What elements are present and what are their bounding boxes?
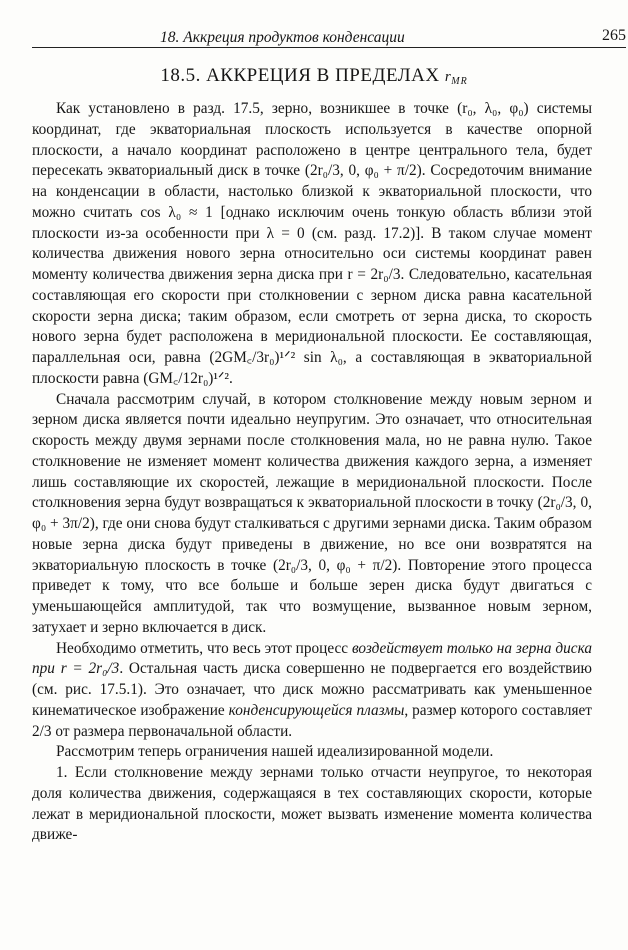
paragraph-3-emphasis-2: конденсирующейся плазмы bbox=[228, 701, 405, 719]
header-rule bbox=[32, 47, 626, 48]
paragraph-1: Как установлено в разд. 17.5, зерно, возникшее в точке (r₀, λ₀, φ₀) системы координат, где экваториальная плоскость используется в качестве опорной плоскости, а начало координат расположено в центре центрального тела, будет пересекать экваториальный диск в точке (2r₀/3, 0, φ₀ + π/2). Сосредоточим внимание на конденсации в области, настолько близкой к экваториальной плоскости, что можно считать cos λ₀ ≈ 1 [однако исключим очень тонкую область вблизи этой плоскости из-за особенности при λ = 0 (см. разд. 17.2)]. В таком случае момент количества движения нового зерна относительно оси системы координат равен моменту количества движения зерна диска при r = 2r₀/3. Следовательно, касательная составляющая его скорости при столкновении с зерном диска равна касательной скорости зерна диска; таким образом, если смотреть от зерна диска, то скорость нового зерна будет расположена в меридиональной плоскости. Ее составляющая, параллельная оси, равна (2GM꜀/3r₀)¹ᐟ² sin λ₀, а составляющая в экваториальной плоскости равна (GM꜀/12r₀)¹ᐟ². bbox=[32, 100, 592, 387]
running-title: 18. Аккреция продуктов конденсации bbox=[160, 29, 405, 46]
paragraph-4: Рассмотрим теперь ограничения нашей идеализированной модели. bbox=[56, 743, 494, 761]
body-text bbox=[32, 99, 592, 846]
paragraph-3-part-a: Необходимо отметить, что весь этот процесс bbox=[56, 639, 352, 657]
paragraph-5: 1. Если столкновение между зернами только отчасти неупругое, то некоторая доля количества движения, содержащаяся в тех составляющих скорости, которые лежат в меридиональной плоскости, может вызвать изменение момента количества движе- bbox=[32, 764, 592, 844]
paragraph-3-part-c: . Остальная часть диска совершенно не подвергается его воздействию (см. рис. 17.5.1). Это означает, что диск можно рассматривать как уменьшенное кинематическое изображение bbox=[32, 660, 592, 719]
paragraph-3-part-e: , размер которого составляет 2/3 от размера первоначальной области. bbox=[32, 701, 592, 740]
page-number: 265 bbox=[602, 27, 626, 44]
section-title-subscript: MR bbox=[451, 76, 468, 87]
paragraph-3 bbox=[32, 639, 592, 743]
paragraph-3-emphasis-1: воздействует только на зерна диска при r = 2r₀/3 bbox=[32, 639, 593, 678]
paragraph-2: Сначала рассмотрим случай, в котором столкновение между новым зерном и зерном диска является почти идеально неупругим. Это означает, что относительная скорость между двумя зернами после столкновения мала, но не равна нулю. Такое столкновение не изменяет момент количества движения каждого зерна, а изменяет лишь составляющие их скоростей, лежащие в меридиональной плоскости. После столкновения зерна будут возвращаться к экваториальной плоскости в точку (2r₀/3, 0, φ₀ + 3π/2), где они снова будут сталкиваться с другими зернами диска. Таким образом новые зерна диска будут приведены в движение, но все они возвратятся на экваториальную плоскость в точке (2r₀/3, 0, φ₀ + π/2). Повторение этого процесса приведет к тому, что все больше и больше зерен диска будут двигаться с уменьшающейся амплитудой, так что возмущение, вызванное новым зерном, затухает и зерно включается в диск. bbox=[32, 390, 592, 636]
running-head bbox=[32, 22, 626, 46]
section-title-variable: r bbox=[444, 69, 452, 85]
section-title bbox=[0, 65, 628, 87]
section-title-text: 18.5. АККРЕЦИЯ В ПРЕДЕЛАХ bbox=[160, 65, 445, 86]
